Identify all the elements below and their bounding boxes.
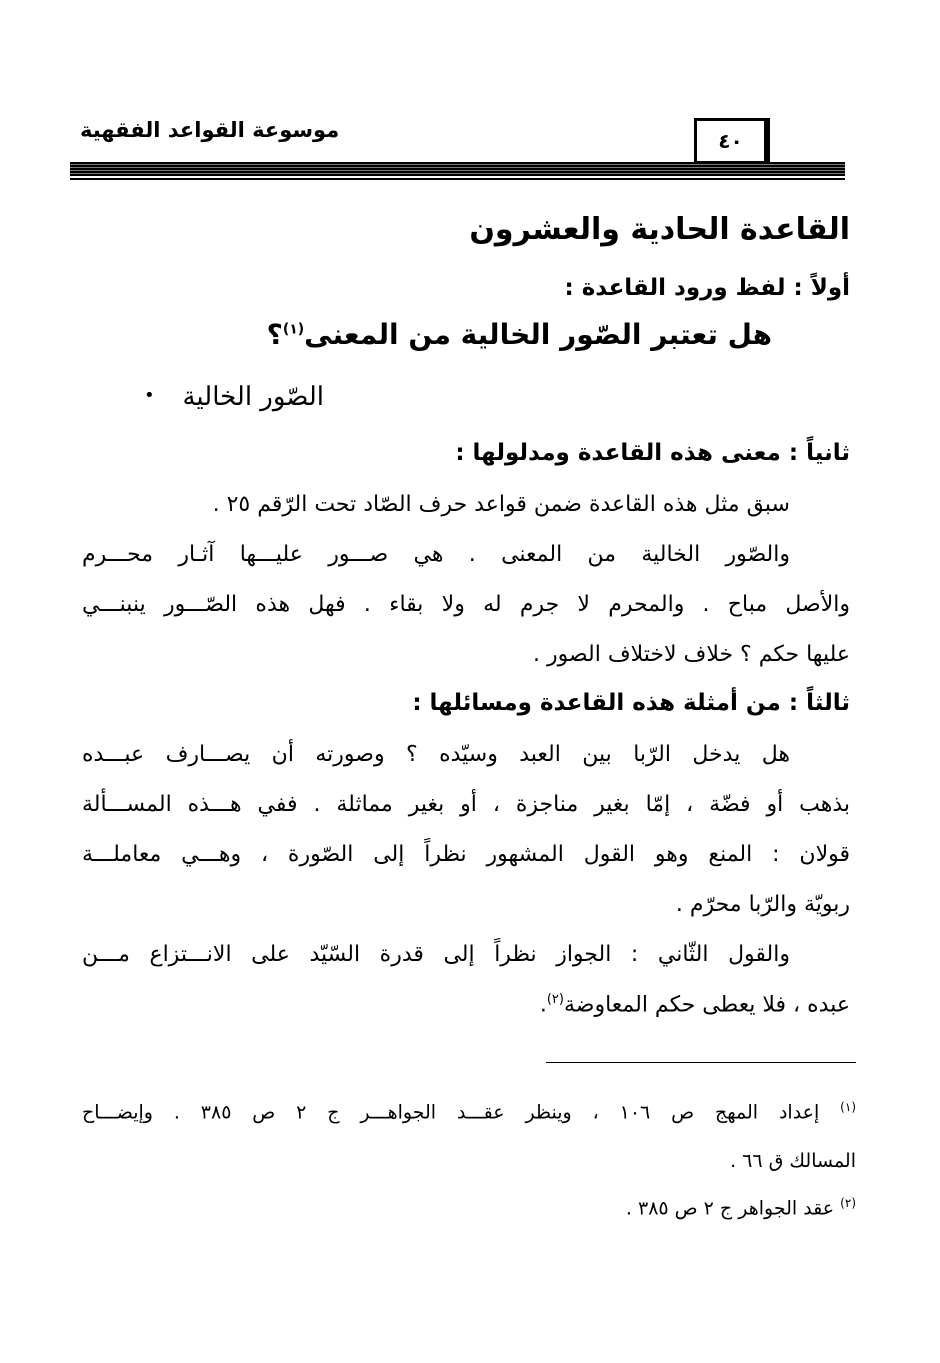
- footnote-2-marker: (٢): [840, 1196, 856, 1210]
- footnote-1-text: إعداد المهج ص ١٠٦ ، وينظر عقـــد الجواهـــر ج ٢ ص ٣٨٥ . وإيضـــاح: [82, 1101, 820, 1124]
- section-heading-third: ثالثاً : من أمثلة هذه القاعدة ومسائلها :: [412, 690, 850, 716]
- rule-question: [267, 318, 772, 351]
- bullet-mark: •: [144, 385, 155, 406]
- page-number-box: [694, 118, 770, 164]
- second-opinion-end: .: [539, 992, 547, 1018]
- footnote-2: [626, 1196, 856, 1219]
- footnote-1-line-1: [82, 1100, 856, 1123]
- example-line-2: بذهب أو فضّة ، إمّا بغير مناجزة ، أو بغير مماثلة . ففي هـــذه المســـألة: [82, 792, 850, 817]
- meaning-line-4: عليها حكم ؟ خلاف لاختلاف الصور .: [532, 642, 850, 667]
- footnote-1-marker: (١): [840, 1100, 856, 1114]
- header-rule: [70, 162, 845, 176]
- second-opinion-text: عبده ، فلا يعطى حكم المعاوضة: [563, 992, 850, 1018]
- example-line-3: قولان : المنع وهو القول المشهور نظراً إلى الصّورة ، وهـــي معاملـــة: [82, 842, 850, 867]
- section-heading-first: أولاً : لفظ ورود القاعدة :: [564, 275, 850, 301]
- page-number: ٤٠: [718, 129, 743, 153]
- running-header-title: موسوعة القواعد الفقهية: [80, 118, 340, 142]
- meaning-line-1: سبق مثل هذه القاعدة ضمن قواعد حرف الصّاد تحت الرّقم ٢٥ .: [212, 492, 790, 517]
- footnote-separator: [546, 1062, 856, 1063]
- question-footnote-ref: (١): [282, 321, 305, 338]
- example-line-4: ربويّة والرّبا محرّم .: [675, 892, 850, 917]
- meaning-line-2: والصّور الخالية من المعنى . هي صـــور عليـــها آثـار محـــرم: [82, 542, 790, 567]
- section-heading-second: ثانياً : معنى هذه القاعدة ومدلولها :: [455, 440, 850, 466]
- question-mark: ؟: [266, 318, 283, 351]
- question-text: هل تعتبر الصّور الخالية من المعنى: [304, 318, 772, 351]
- example-line-1: هل يدخل الرّبا بين العبد وسيّده ؟ وصورته أن يصـــارف عبـــده: [82, 742, 790, 767]
- rule-title: القاعدة الحادية والعشرون: [469, 212, 850, 247]
- second-opinion-line-1: والقول الثّاني : الجواز نظراً إلى قدرة السّيّد على الانـــتزاع مـــن: [82, 942, 790, 967]
- meaning-line-3: والأصل مباح . والمحرم لا جرم له ولا بقاء . فهل هذه الصّـــور ينبنـــي: [82, 592, 850, 617]
- footnote-1-line-2: المسالك ق ٦٦ .: [730, 1150, 856, 1172]
- header-rule-underline: [70, 178, 845, 180]
- rule-short-form: الصّور الخالية: [182, 382, 324, 412]
- second-opinion-footnote-ref: (٢): [546, 992, 564, 1007]
- second-opinion-line-2: [540, 992, 850, 1017]
- footnote-2-text: عقد الجواهر ج ٢ ص ٣٨٥ .: [625, 1197, 835, 1220]
